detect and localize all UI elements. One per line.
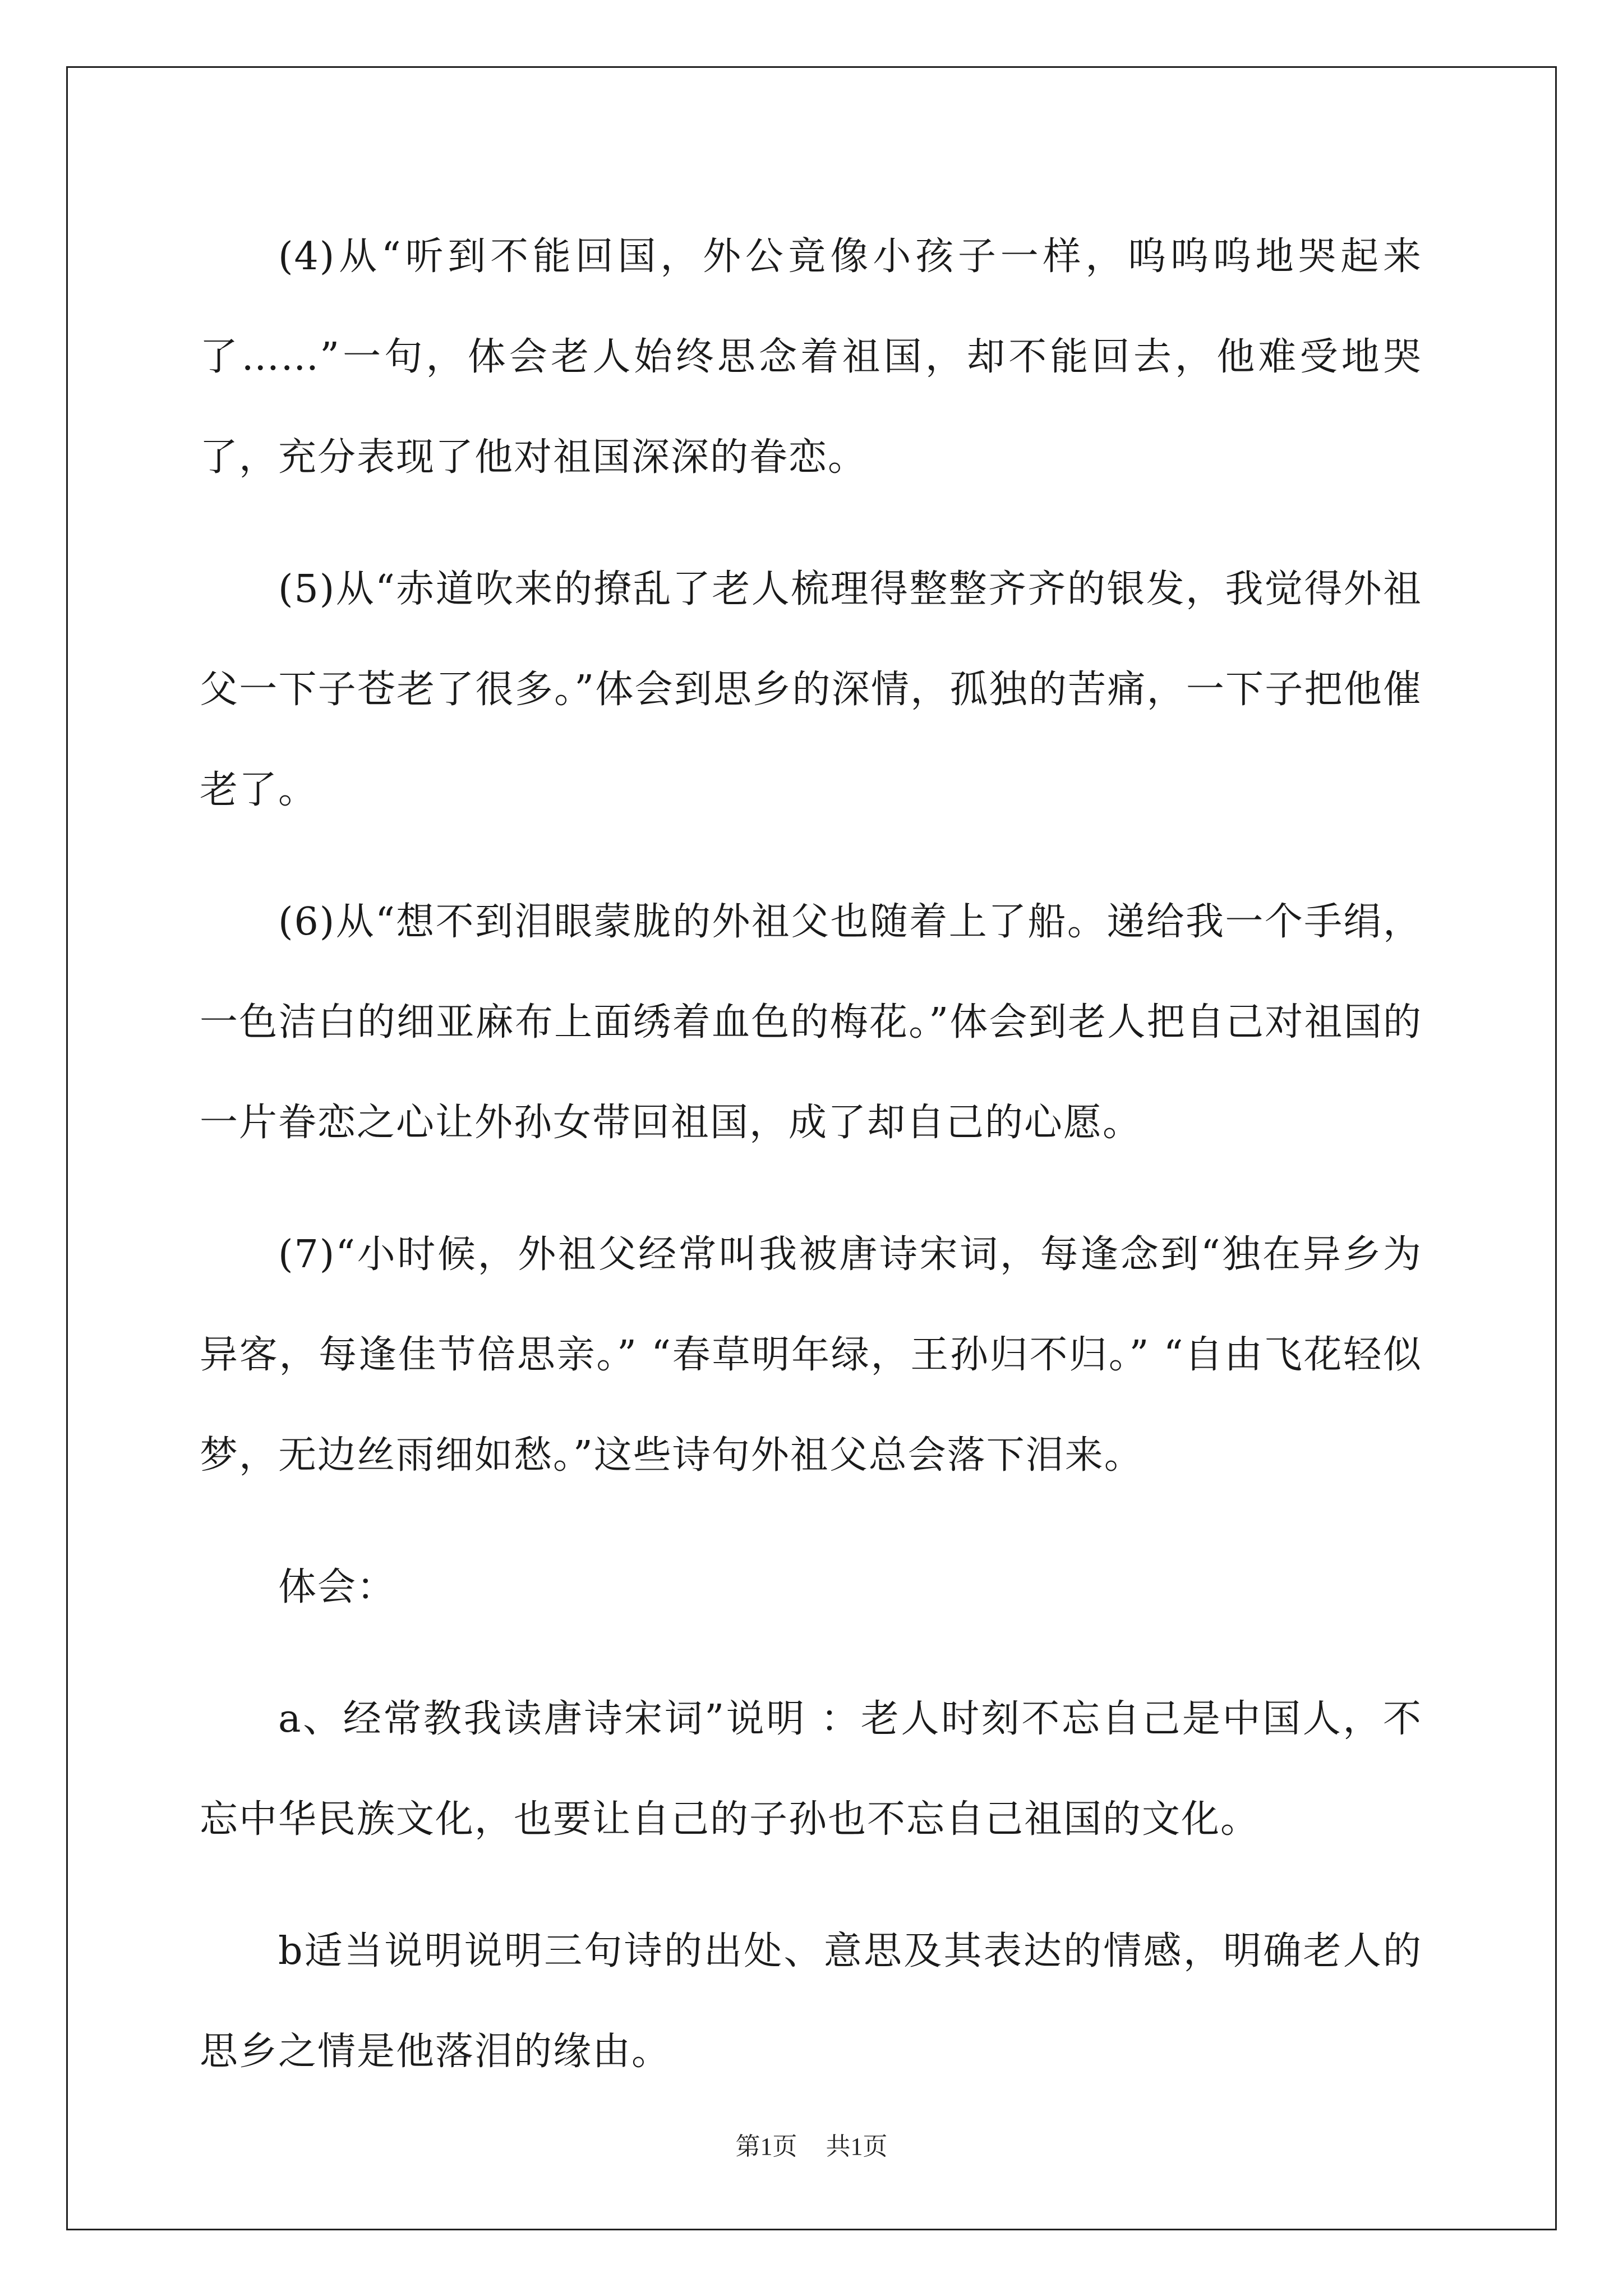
paragraph-5: (5)从“赤道吹来的撩乱了老人梳理得整整齐齐的银发，我觉得外祖父一下子苍老了很多。”体会到思乡的深情，孤独的苦痛，一下子把他催老了。	[200, 567, 1422, 812]
paragraph-b: b适当说明说明三句诗的出处、意思及其表达的情感，明确老人的思乡之情是他落泪的缘由。	[200, 1929, 1422, 2074]
paragraph-7: (7)“小时候，外祖父经常叫我被唐诗宋词，每逢念到“独在异乡为异客，每逢佳节倍思亲。” “春草明年绿，王孙归不归。” “自由飞花轻似梦，无边丝雨细如愁。”这些诗句外祖父总会落下泪来。	[200, 1232, 1422, 1478]
page-number: 第1页	[735, 2133, 797, 2160]
paragraph-heading-tihui: 体会：	[278, 1565, 396, 1609]
paragraph-a: a、经常教我读唐诗宋词”说明 ：老人时刻不忘自己是中国人，不忘中华民族文化，也要让自己的子孙也不忘自己祖国的文化。	[200, 1697, 1423, 1842]
page-footer	[0, 2126, 1623, 2162]
document-body	[200, 206, 1422, 2133]
paragraph-4: (4)从“听到不能回国，外公竟像小孩子一样，呜呜呜地哭起来了……”一句，体会老人始终思念着祖国，却不能回去，他难受地哭了，充分表现了他对祖国深深的眷恋。	[200, 234, 1422, 480]
page-total: 共1页	[826, 2133, 888, 2160]
paragraph-6: (6)从“想不到泪眼蒙胧的外祖父也随着上了船。递给我一个手绢，一色洁白的细亚麻布上面绣着血色的梅花。”体会到老人把自己对祖国的一片眷恋之心让外孙女带回祖国，成了却自己的心愿。	[200, 900, 1422, 1145]
